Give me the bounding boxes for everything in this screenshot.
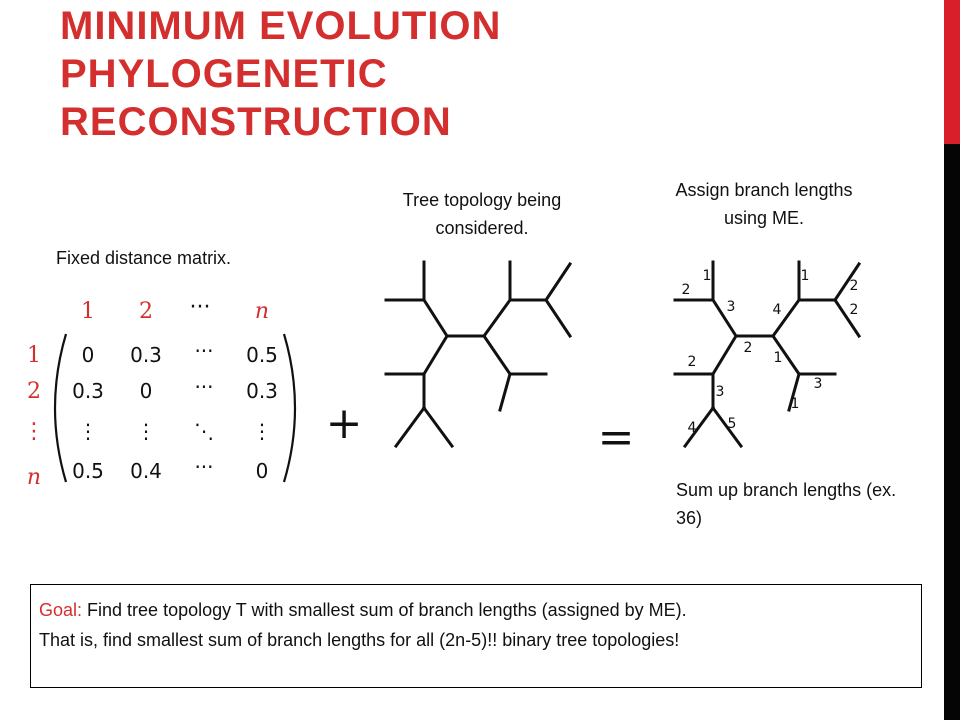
branch-length-label: 3 bbox=[726, 299, 736, 315]
matrix-cell: 0 bbox=[81, 343, 95, 367]
branch-length-label: 4 bbox=[772, 302, 782, 318]
right-parenthesis bbox=[284, 334, 295, 482]
goal-box bbox=[30, 584, 922, 688]
goal-line-2: That is, find smallest sum of branch lengths for all (2n-5)!! binary tree topologies! bbox=[39, 630, 680, 650]
matrix-caption: Fixed distance matrix. bbox=[56, 248, 232, 268]
matrix-col-header: n bbox=[254, 299, 270, 324]
matrix-cell: ··· bbox=[194, 455, 214, 479]
left-parenthesis bbox=[55, 334, 66, 482]
matrix-cell: 0.5 bbox=[72, 459, 104, 483]
branch-length-label: 1 bbox=[800, 268, 810, 284]
matrix-cell: ··· bbox=[194, 339, 214, 363]
matrix-cell: 0 bbox=[139, 379, 153, 403]
matrix-cell: 0.4 bbox=[130, 459, 162, 483]
matrix-cell: ⋱ bbox=[194, 419, 214, 443]
title-line-2: PHYLOGENETIC bbox=[60, 52, 388, 96]
branch-length-label: 1 bbox=[790, 396, 800, 412]
matrix-cell: 0.3 bbox=[130, 343, 162, 367]
branch-length-label: 2 bbox=[849, 278, 859, 294]
matrix-cell: ⋮ bbox=[78, 419, 98, 443]
branch-length-label: 2 bbox=[687, 354, 697, 370]
matrix-row-header: ⋮ bbox=[23, 419, 45, 444]
accent-bar-black bbox=[944, 144, 960, 720]
branch-length-label: 4 bbox=[687, 420, 697, 436]
branch-length-label: 2 bbox=[681, 282, 691, 298]
slide-title bbox=[60, 2, 700, 146]
matrix-row-header: 2 bbox=[27, 379, 41, 404]
matrix-col-header: ··· bbox=[189, 295, 211, 320]
matrix-cell: 0.3 bbox=[246, 379, 278, 403]
tree-with-lengths bbox=[664, 258, 874, 458]
tree-topology bbox=[380, 258, 580, 458]
accent-bar-red bbox=[944, 0, 960, 144]
topology-caption: Tree topology being considered. bbox=[402, 190, 562, 238]
assign-caption: Assign branch lengths using ME. bbox=[675, 180, 853, 228]
sum-caption: Sum up branch lengths (ex. 36) bbox=[676, 480, 897, 528]
matrix-row-header: n bbox=[26, 465, 42, 490]
goal-text: Find tree topology T with smallest sum of branch lengths (assigned by ME). bbox=[82, 600, 687, 620]
branch-length-label: 3 bbox=[715, 384, 725, 400]
branch-length-label: 1 bbox=[702, 268, 712, 284]
equals-operator: = bbox=[597, 412, 635, 463]
branch-length-label: 2 bbox=[743, 340, 753, 356]
matrix-cell: 0.3 bbox=[72, 379, 104, 403]
title-line-3: RECONSTRUCTION bbox=[60, 100, 452, 144]
matrix-col-header: 2 bbox=[139, 299, 153, 324]
branch-length-label: 2 bbox=[849, 302, 859, 318]
matrix-cell: 0 bbox=[255, 459, 269, 483]
goal-line-1 bbox=[39, 595, 913, 625]
branch-length-label: 1 bbox=[773, 350, 783, 366]
branch-length-label: 5 bbox=[727, 416, 737, 432]
matrix-row-header: 1 bbox=[27, 343, 41, 368]
matrix-cell: ⋮ bbox=[252, 419, 272, 443]
goal-label: Goal: bbox=[39, 600, 83, 620]
title-line-1: MINIMUM EVOLUTION bbox=[60, 4, 502, 48]
matrix-cell: 0.5 bbox=[246, 343, 278, 367]
branch-length-label: 3 bbox=[813, 376, 823, 392]
matrix-col-header: 1 bbox=[81, 299, 95, 324]
plus-operator: + bbox=[325, 398, 363, 449]
matrix-cell: ··· bbox=[194, 375, 214, 399]
matrix-cell: ⋮ bbox=[136, 419, 156, 443]
distance-matrix bbox=[0, 290, 320, 500]
